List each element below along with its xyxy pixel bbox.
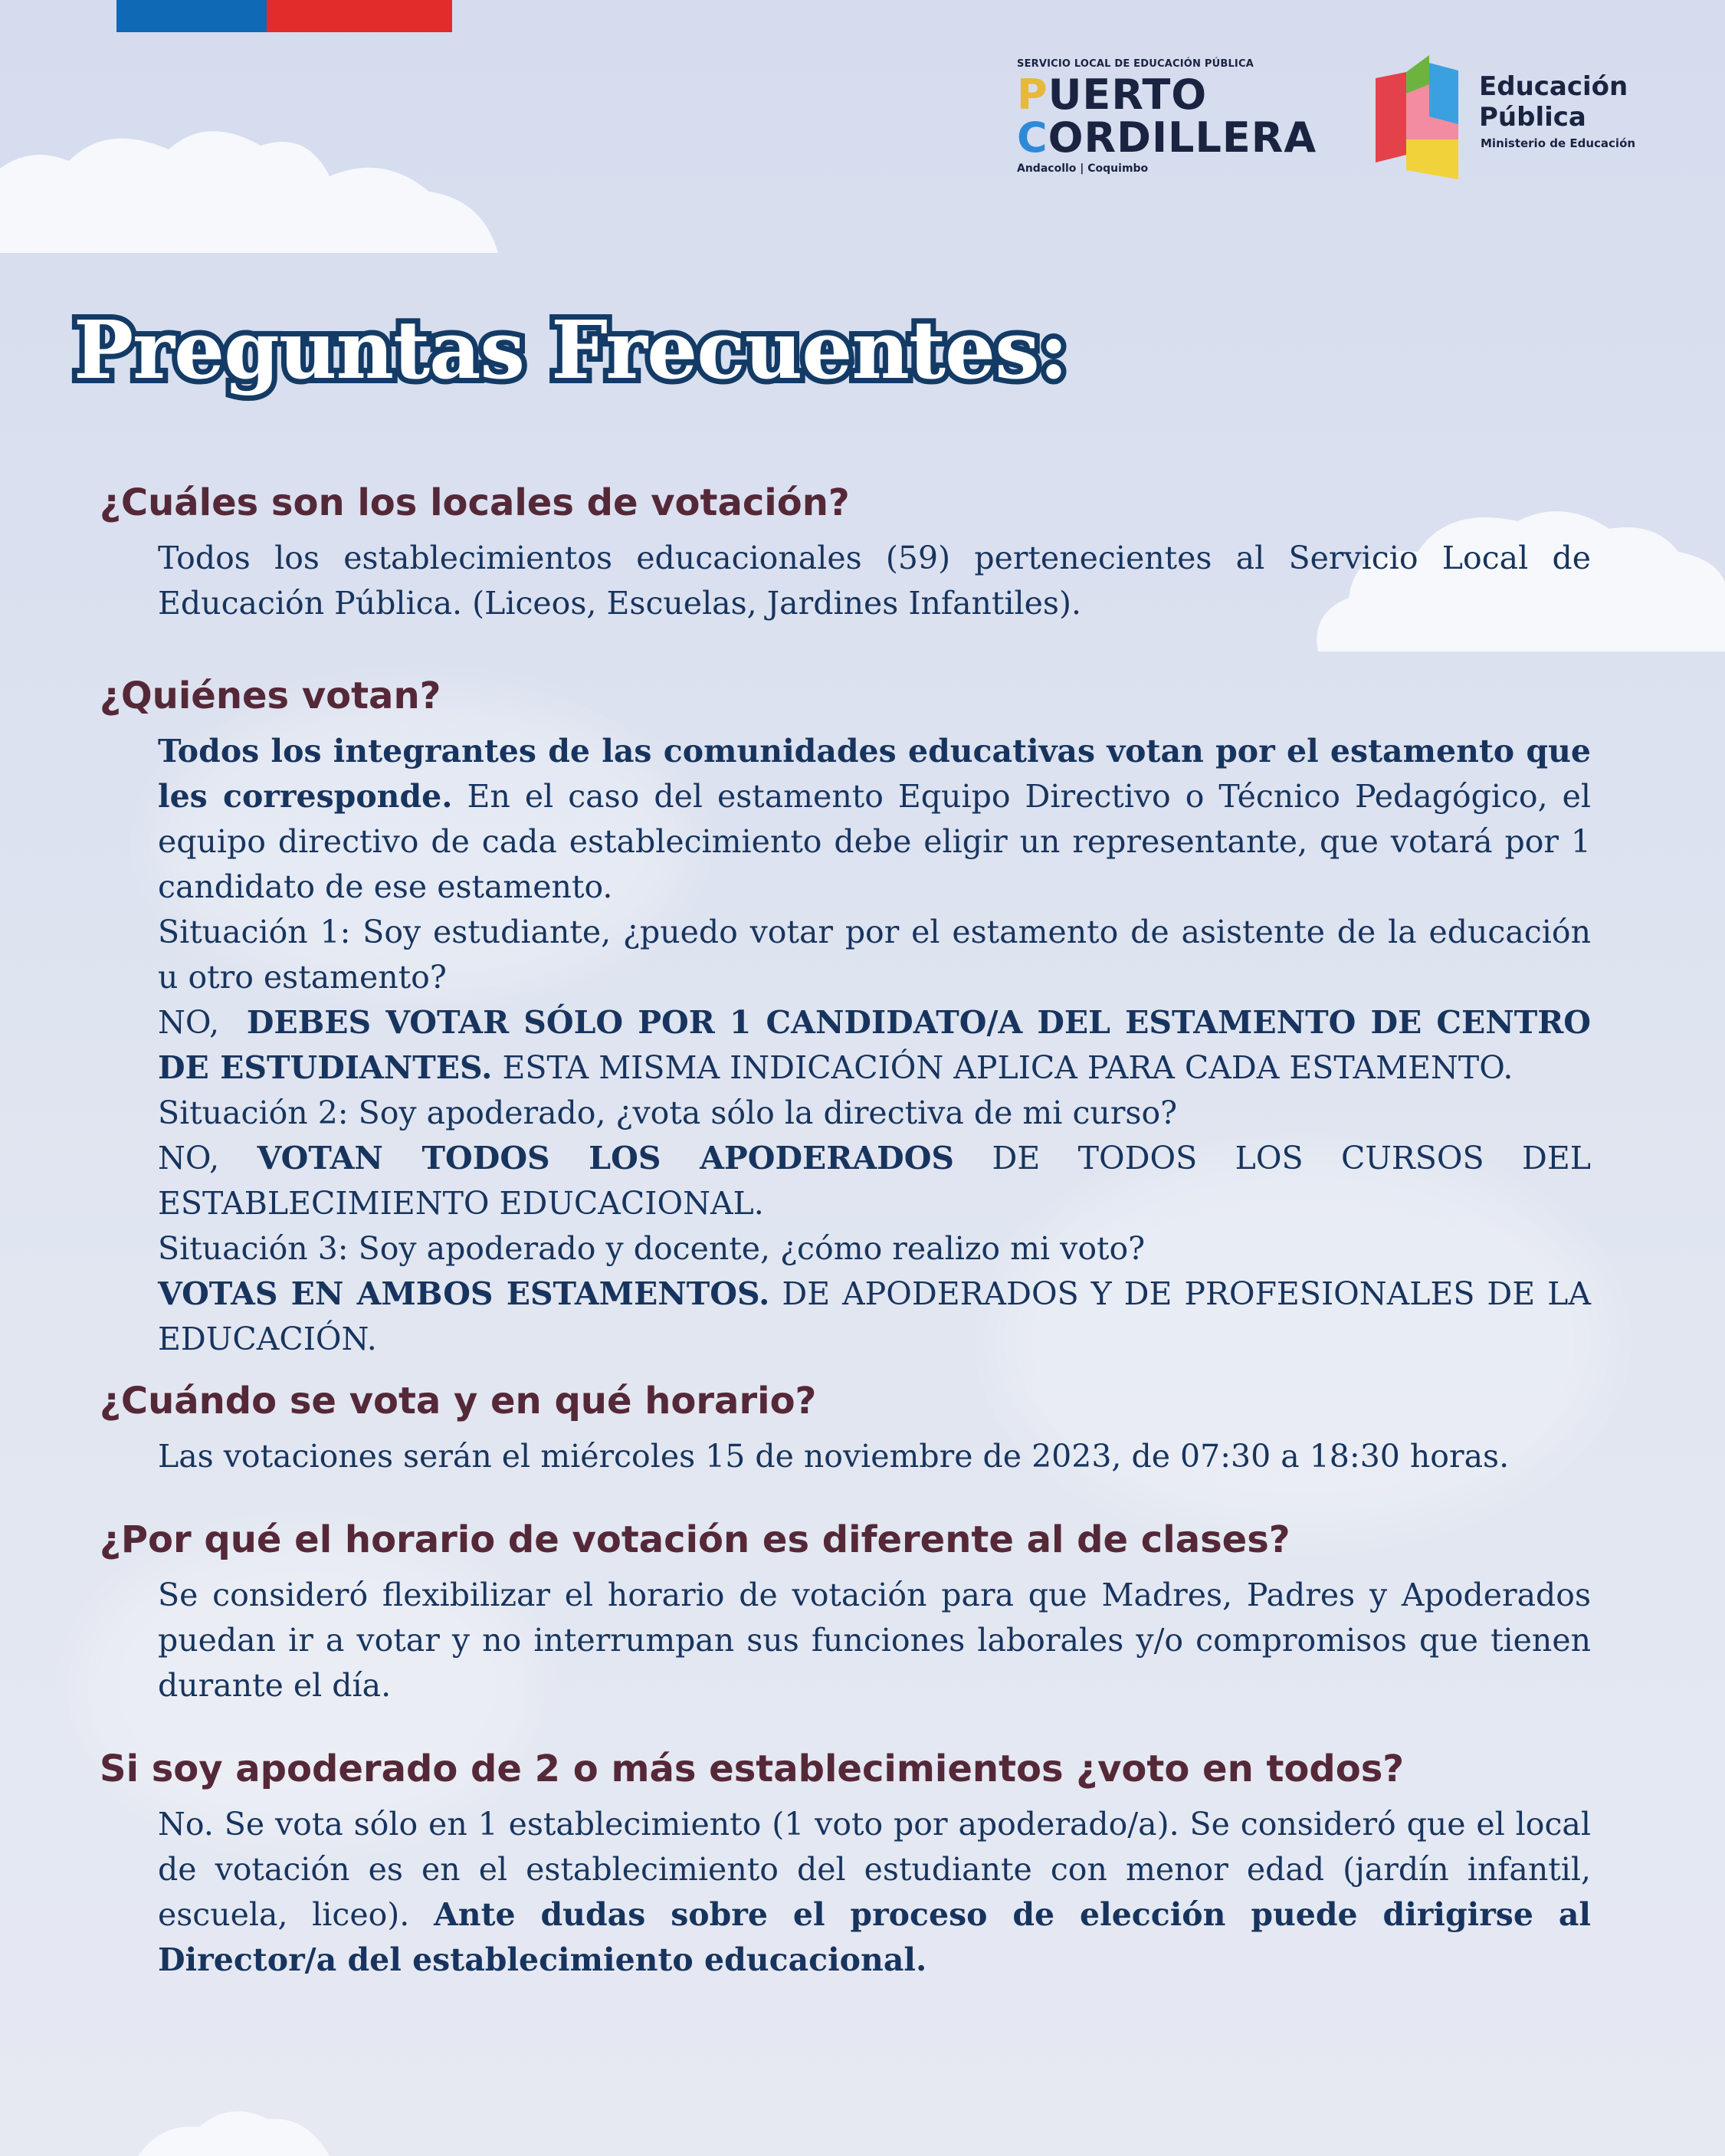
edu-logo-line2: Pública [1479,102,1586,133]
situation-2-question: Situación 2: Soy apoderado, ¿vota sólo la directiva de mi curso? [158,1094,1178,1131]
faq-answer-text [158,1802,1591,1983]
situation-3-question: Situación 3: Soy apoderado y docente, ¿cómo realizo mi voto? [158,1230,1146,1267]
faq-content [100,479,1594,1983]
slep-small-text: SERVICIO LOCAL DE EDUCACIÓN PÚBLICA [1017,58,1254,70]
faq-answer [158,536,1591,626]
slep-letter-p: P [1017,71,1048,119]
situation-2-prefix: NO, [158,1140,257,1176]
flag-red-segment [267,0,452,32]
slep-letter-c: C [1017,113,1048,162]
situation-2-rest: DE TODOS LOS CURSOS DEL ESTABLECIMIENTO EDUCACIONAL. [158,1140,1591,1222]
faq-item [100,672,1594,1362]
faq-item [100,479,1594,626]
faq-question: ¿Quiénes votan? [100,674,441,717]
faq-answer-rest: No. Se vota sólo en 1 establecimiento (1 voto por apoderado/a). Se consideró que el local de votación es en el establecimiento del estudiante con menor edad (jardín infantil, escuela, liceo). [158,1806,1591,1933]
faq-answer [158,1573,1591,1708]
faq-answer-text: Las votaciones serán el miércoles 15 de noviembre de 2023, de 07:30 a 18:30 horas. [158,1438,1510,1475]
page-title: Preguntas Frecuentes: [74,303,1068,397]
faq-item [100,1377,1594,1479]
faq-answer-text: Todos los establecimientos educacionales (59) pertenecientes al Servicio Local de Educación Pública. (Liceos, Escuelas, Jardines Infantiles). [158,540,1591,622]
situation-2-answer [158,1136,1591,1226]
faq-question: ¿Cuáles son los locales de votación? [100,481,850,524]
educacion-publica-logo-mark [1376,55,1458,179]
faq-answer-text [158,729,1591,910]
faq-answer-text: Se consideró flexibilizar el horario de votación para que Madres, Padres y Apoderados puedan ir a votar y no interrumpan sus funciones laborales y/o compromisos que tienen durante el día. [158,1577,1591,1704]
slep-name-rest2: ORDILLERA [1048,113,1317,162]
situation-3-answer [158,1272,1591,1362]
faq-question: Si soy apoderado de 2 o más establecimientos ¿voto en todos? [100,1747,1405,1790]
faq-item [100,1745,1594,1983]
edu-logo-line1: Educación [1479,71,1628,102]
faq-question: ¿Por qué el horario de votación es diferente al de clases? [100,1518,1290,1561]
faq-answer-bold: Ante dudas sobre el proceso de elección puede dirigirse al Director/a del establecimiento educacional. [158,1896,1591,1978]
slep-name-line2 [1017,113,1317,162]
faq-answer [158,1802,1591,1983]
slep-subtitle: Andacollo | Coquimbo [1017,162,1149,175]
faq-answer [158,729,1591,1362]
situation-1-prefix: NO, [158,1004,247,1041]
situation-1-question: Situación 1: Soy estudiante, ¿puedo votar por el estamento de asistente de la educación u otro estamento? [158,914,1591,996]
faq-question: ¿Cuándo se vota y en qué horario? [100,1380,817,1423]
slep-name-rest1: UERTO [1048,71,1208,119]
faq-answer-bold: Todos los integrantes de las comunidades educativas votan por el estamento que les corresponde. [158,733,1591,815]
situation-1-rest: ESTA MISMA INDICACIÓN APLICA PARA CADA ESTAMENTO. [492,1049,1513,1086]
faq-answer [158,1434,1591,1479]
slep-name-line1 [1017,71,1208,119]
situation-1-answer [158,1000,1591,1091]
situation-1-bold: DEBES VOTAR SÓLO POR 1 CANDIDATO/A DEL ESTAMENTO DE CENTRO DE ESTUDIANTES. [158,1004,1591,1086]
slep-puerto-cordillera-logo [1017,58,1339,181]
situation-2-bold: VOTAN TODOS LOS APODERADOS [257,1140,955,1176]
cloud-top-left [0,115,506,253]
cloud-bottom-left [138,2100,337,2156]
flag-blue-segment [116,0,267,32]
chile-flag-bar [116,0,452,32]
edu-logo-line3: Ministerio de Educación [1481,136,1636,150]
faq-item [100,1516,1594,1708]
faq-answer-rest: En el caso del estamento Equipo Directivo o Técnico Pedagógico, el equipo directivo de cada establecimiento debe eligir un representante, que votará por 1 candidato de ese estamento. [158,778,1591,905]
situation-3-rest: DE APODERADOS Y DE PROFESIONALES DE LA EDUCACIÓN. [158,1275,1591,1357]
situation-3-bold: VOTAS EN AMBOS ESTAMENTOS. [158,1275,770,1312]
